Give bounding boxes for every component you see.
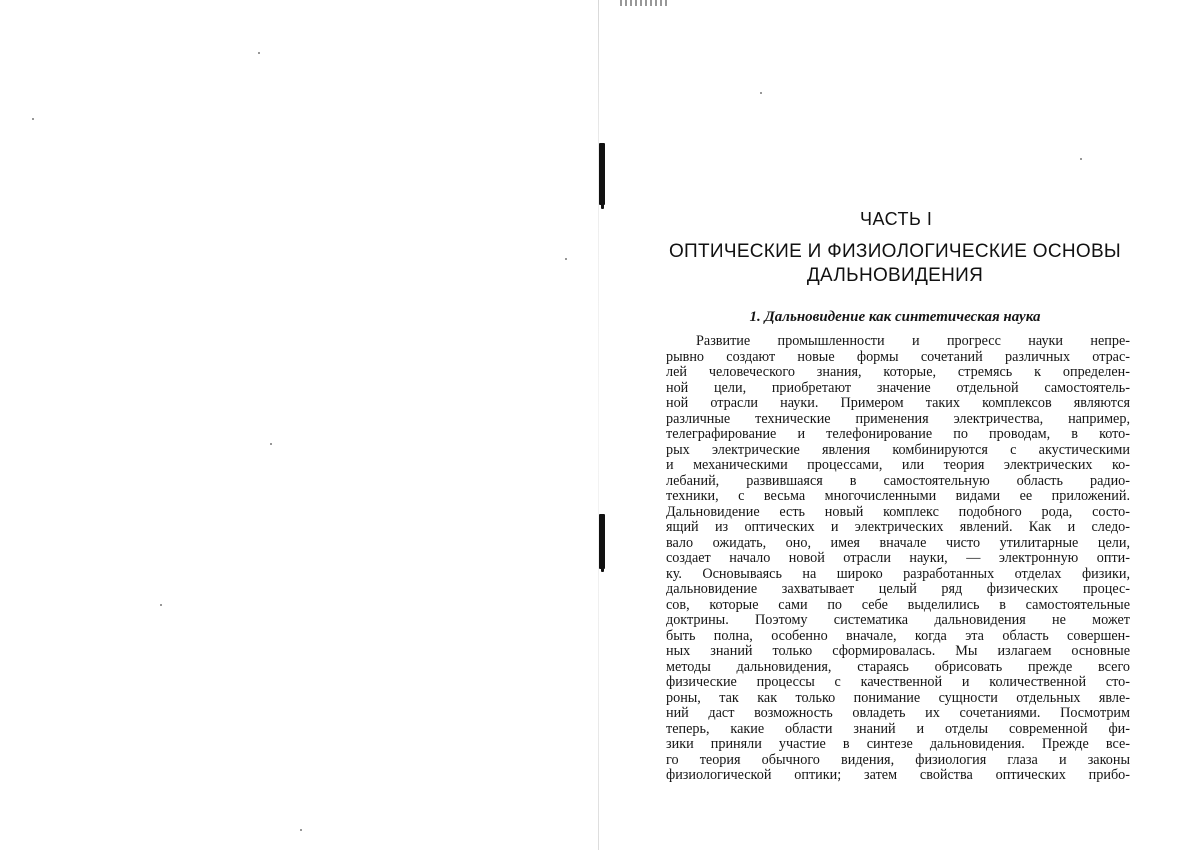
body-text <box>666 334 1130 784</box>
body-line: Развитие промышленности и прогресс науки непре- <box>696 333 1130 349</box>
part-title-line: ОПТИЧЕСКИЕ И ФИЗИОЛОГИЧЕСКИЕ ОСНОВЫ <box>668 241 1122 262</box>
body-line: ку. Основываясь на широко разработанных отделах физики, <box>666 565 1130 582</box>
body-line: создает начало новой отрасли науки, — электронную опти- <box>666 550 1130 566</box>
scan-speck <box>300 829 302 831</box>
binding-mark-lower-tip <box>601 560 604 572</box>
body-line: быть полна, особенно вначале, когда эта область совершен- <box>666 627 1130 644</box>
body-line: вало ожидать, оно, имея вначале чисто утилитарные цели, <box>666 534 1130 551</box>
body-line: роны, так как только понимание сущности отдельных явле- <box>666 689 1130 706</box>
body-line: и механическими процессами, или теория электрических ко- <box>666 457 1130 473</box>
binding-mark-upper-tip <box>601 195 604 209</box>
body-line: ной отрасли науки. Примером таких комплексов являются <box>666 395 1130 411</box>
body-line: ний даст возможность овладеть их сочетаниями. Посмотрим <box>666 705 1130 721</box>
scan-speck <box>760 92 762 94</box>
book-gutter <box>598 0 599 850</box>
body-line: лебаний, развившаяся в самостоятельную область радио- <box>666 472 1130 489</box>
body-line: ящий из оптических и электрических явлений. Как и следо- <box>666 519 1130 535</box>
scan-speck <box>160 604 162 606</box>
part-title-line: ДАЛЬНОВИДЕНИЯ <box>806 265 984 286</box>
body-line: зики приняли участие в синтезе дальновидения. Прежде все- <box>666 736 1130 752</box>
body-line: лей человеческого знания, которые, стремясь к определен- <box>666 364 1130 380</box>
scan-speck <box>258 52 260 54</box>
body-line: сов, которые сами по себе выделились в самостоятельные <box>666 596 1130 613</box>
body-line: рых электрические явления комбинируются с акустическими <box>666 441 1130 458</box>
scan-speck <box>1080 158 1082 160</box>
body-line: физиологической оптики; затем свойства оптических прибо- <box>666 767 1130 783</box>
body-line: ных знаний только сформировалась. Мы излагаем основные <box>666 643 1130 659</box>
body-line: ной цели, приобретают значение отдельной самостоятель- <box>666 379 1130 396</box>
part-title <box>660 240 1130 288</box>
part-label: ЧАСТЬ I <box>860 209 933 229</box>
body-line: методы дальновидения, стараясь обрисовать прежде всего <box>666 658 1130 675</box>
body-line: техники, с весьма многочисленными видами ее приложений. <box>666 488 1130 504</box>
body-line: Дальновидение есть новый комплекс подобного рода, состо- <box>666 503 1130 520</box>
scan-speck <box>32 118 34 120</box>
section-heading: 1. Дальновидение как синтетическая наука <box>749 309 1041 325</box>
body-line: доктрины. Поэтому систематика дальновидения не может <box>666 612 1130 628</box>
scan-scuff-mark <box>620 0 668 6</box>
body-line: го теория обычного видения, физиология глаза и законы <box>666 751 1130 768</box>
body-line: дальновидение захватывает целый ряд физических процес- <box>666 581 1130 597</box>
body-line: теперь, какие области знаний и отделы современной фи- <box>666 720 1130 737</box>
body-line: различные технические применения электричества, например, <box>666 410 1130 427</box>
scan-speck <box>270 443 272 445</box>
body-line: физические процессы с качественной и количественной сто- <box>666 674 1130 690</box>
scan-speck <box>565 258 567 260</box>
body-line: рывно создают новые формы сочетаний различных отрас- <box>666 348 1130 365</box>
body-line: телеграфирование и телефонирование по проводам, в кото- <box>666 426 1130 442</box>
